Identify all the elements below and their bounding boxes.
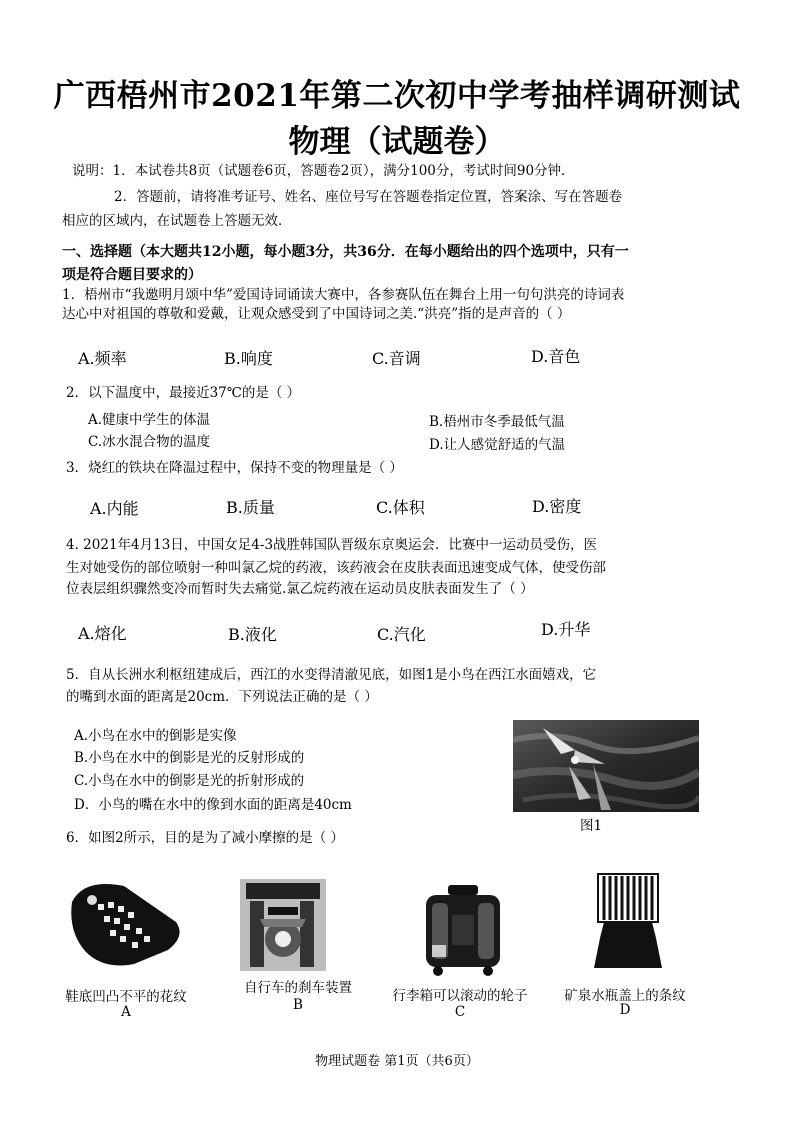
section-heading-line1: 一、选择题（本大题共12小题，每小题3分，共36分．在每小题给出的四个选项中，只有一 (62, 244, 629, 260)
q1-stem-line1: 1．梧州市“我邀明月颂中华”爱国诗词诵读大赛中，各参赛队伍在舞台上用一句句洪亮的诗词表 (62, 287, 625, 303)
shoe-sole-image (64, 872, 188, 972)
q3-stem: 3．烧红的铁块在降温过程中，保持不变的物理量是（ ） (66, 460, 403, 476)
q2-option-b: B.梧州市冬季最低气温 (429, 414, 565, 430)
bicycle-brake-image (240, 879, 326, 971)
q2-option-a: A.健康中学生的体温 (88, 412, 211, 428)
q6-caption-c: 行李箱可以滚动的轮子 (392, 988, 528, 1004)
q4-option-a: A.熔化 (78, 624, 127, 643)
suitcase-wheels-image (418, 885, 508, 977)
figure-1-bird-photo (513, 720, 699, 812)
q2-option-c: C.冰水混合物的温度 (88, 434, 211, 450)
instructions-line1: 说明：1．本试卷共8页（试题卷6页，答题卷2页），满分100分，考试时间90分钟． (72, 163, 575, 179)
section-heading-line2: 项是符合题目要求的） (62, 267, 202, 283)
bird-reflection-image (513, 720, 699, 812)
figure-1-caption: 图1 (580, 818, 603, 834)
q3-option-d: D.密度 (532, 497, 582, 516)
q4-stem-line2: 生对她受伤的部位喷射一种叫氯乙烷的药液，该药液会在皮肤表面迅速变成气体，使受伤部 (66, 560, 606, 576)
exam-subtitle: 物理（试题卷） (288, 124, 506, 160)
q1-stem-line2: 达心中对祖国的尊敬和爱戴，让观众感受到了中国诗词之美.“洪亮”指的是声音的（ ） (62, 306, 571, 322)
q1-option-d: D.音色 (531, 347, 581, 366)
q1-option-c: C.音调 (372, 349, 421, 368)
q5-option-d: D．小鸟的嘴在水中的像到水面的距离是40cm (74, 797, 352, 813)
q2-option-d: D.让人感觉舒适的气温 (429, 437, 566, 453)
q4-option-b: B.液化 (228, 625, 277, 644)
q3-option-b: B.质量 (226, 498, 275, 517)
q5-stem-line2: 的嘴到水面的距离是20cm．下列说法正确的是（ ） (66, 689, 378, 705)
q3-option-c: C.体积 (376, 498, 425, 517)
q5-option-c: C.小鸟在水中的倒影是光的折射形成的 (74, 773, 305, 789)
q5-option-a: A.小鸟在水中的倒影是实像 (74, 728, 237, 744)
bottle-cap-image (590, 872, 666, 972)
instructions-line2: 2．答题前，请将准考证号、姓名、座位号写在答题卷指定位置，答案涂、写在答题卷 (114, 189, 623, 205)
q2-stem: 2．以下温度中，最接近37℃的是（ ） (66, 385, 301, 401)
q6-letter-a: A (121, 1004, 131, 1020)
q4-stem-line3: 位表层组织骤然变冷而暂时失去痛觉.氯乙烷药液在运动员皮肤表面发生了（ ） (66, 581, 534, 597)
q4-option-c: C.汽化 (377, 625, 426, 644)
q6-caption-b: 自行车的刹车装置 (244, 980, 352, 996)
q4-stem-line1: 4. 2021年4月13日，中国女足4-3战胜韩国队晋级东京奥运会．比赛中一运动员受伤，医 (66, 537, 598, 553)
q5-option-b: B.小鸟在水中的倒影是光的反射形成的 (74, 750, 305, 766)
page-footer: 物理试题卷 第1页（共6页） (315, 1054, 479, 1069)
q1-option-b: B.响度 (224, 349, 273, 368)
q6-letter-c: C (454, 1004, 466, 1020)
q5-stem-line1: 5．自从长洲水利枢纽建成后，西江的水变得清澈见底，如图1是小鸟在西江水面嬉戏，它 (66, 667, 597, 683)
q4-option-d: D.升华 (541, 620, 591, 639)
q6-letter-b: B (293, 997, 303, 1013)
q6-caption-d: 矿泉水瓶盖上的条纹 (564, 988, 686, 1004)
q6-letter-d: D (619, 1002, 631, 1018)
exam-title: 广西梧州市2021年第二次初中学考抽样调研测试 (53, 78, 741, 114)
q3-option-a: A.内能 (90, 499, 139, 518)
instructions-line3: 相应的区域内，在试题卷上答题无效． (62, 213, 292, 229)
q1-option-a: A.频率 (78, 349, 127, 368)
q6-stem: 6．如图2所示，目的是为了减小摩擦的是（ ） (66, 830, 344, 846)
q6-caption-a: 鞋底凹凸不平的花纹 (65, 989, 187, 1005)
